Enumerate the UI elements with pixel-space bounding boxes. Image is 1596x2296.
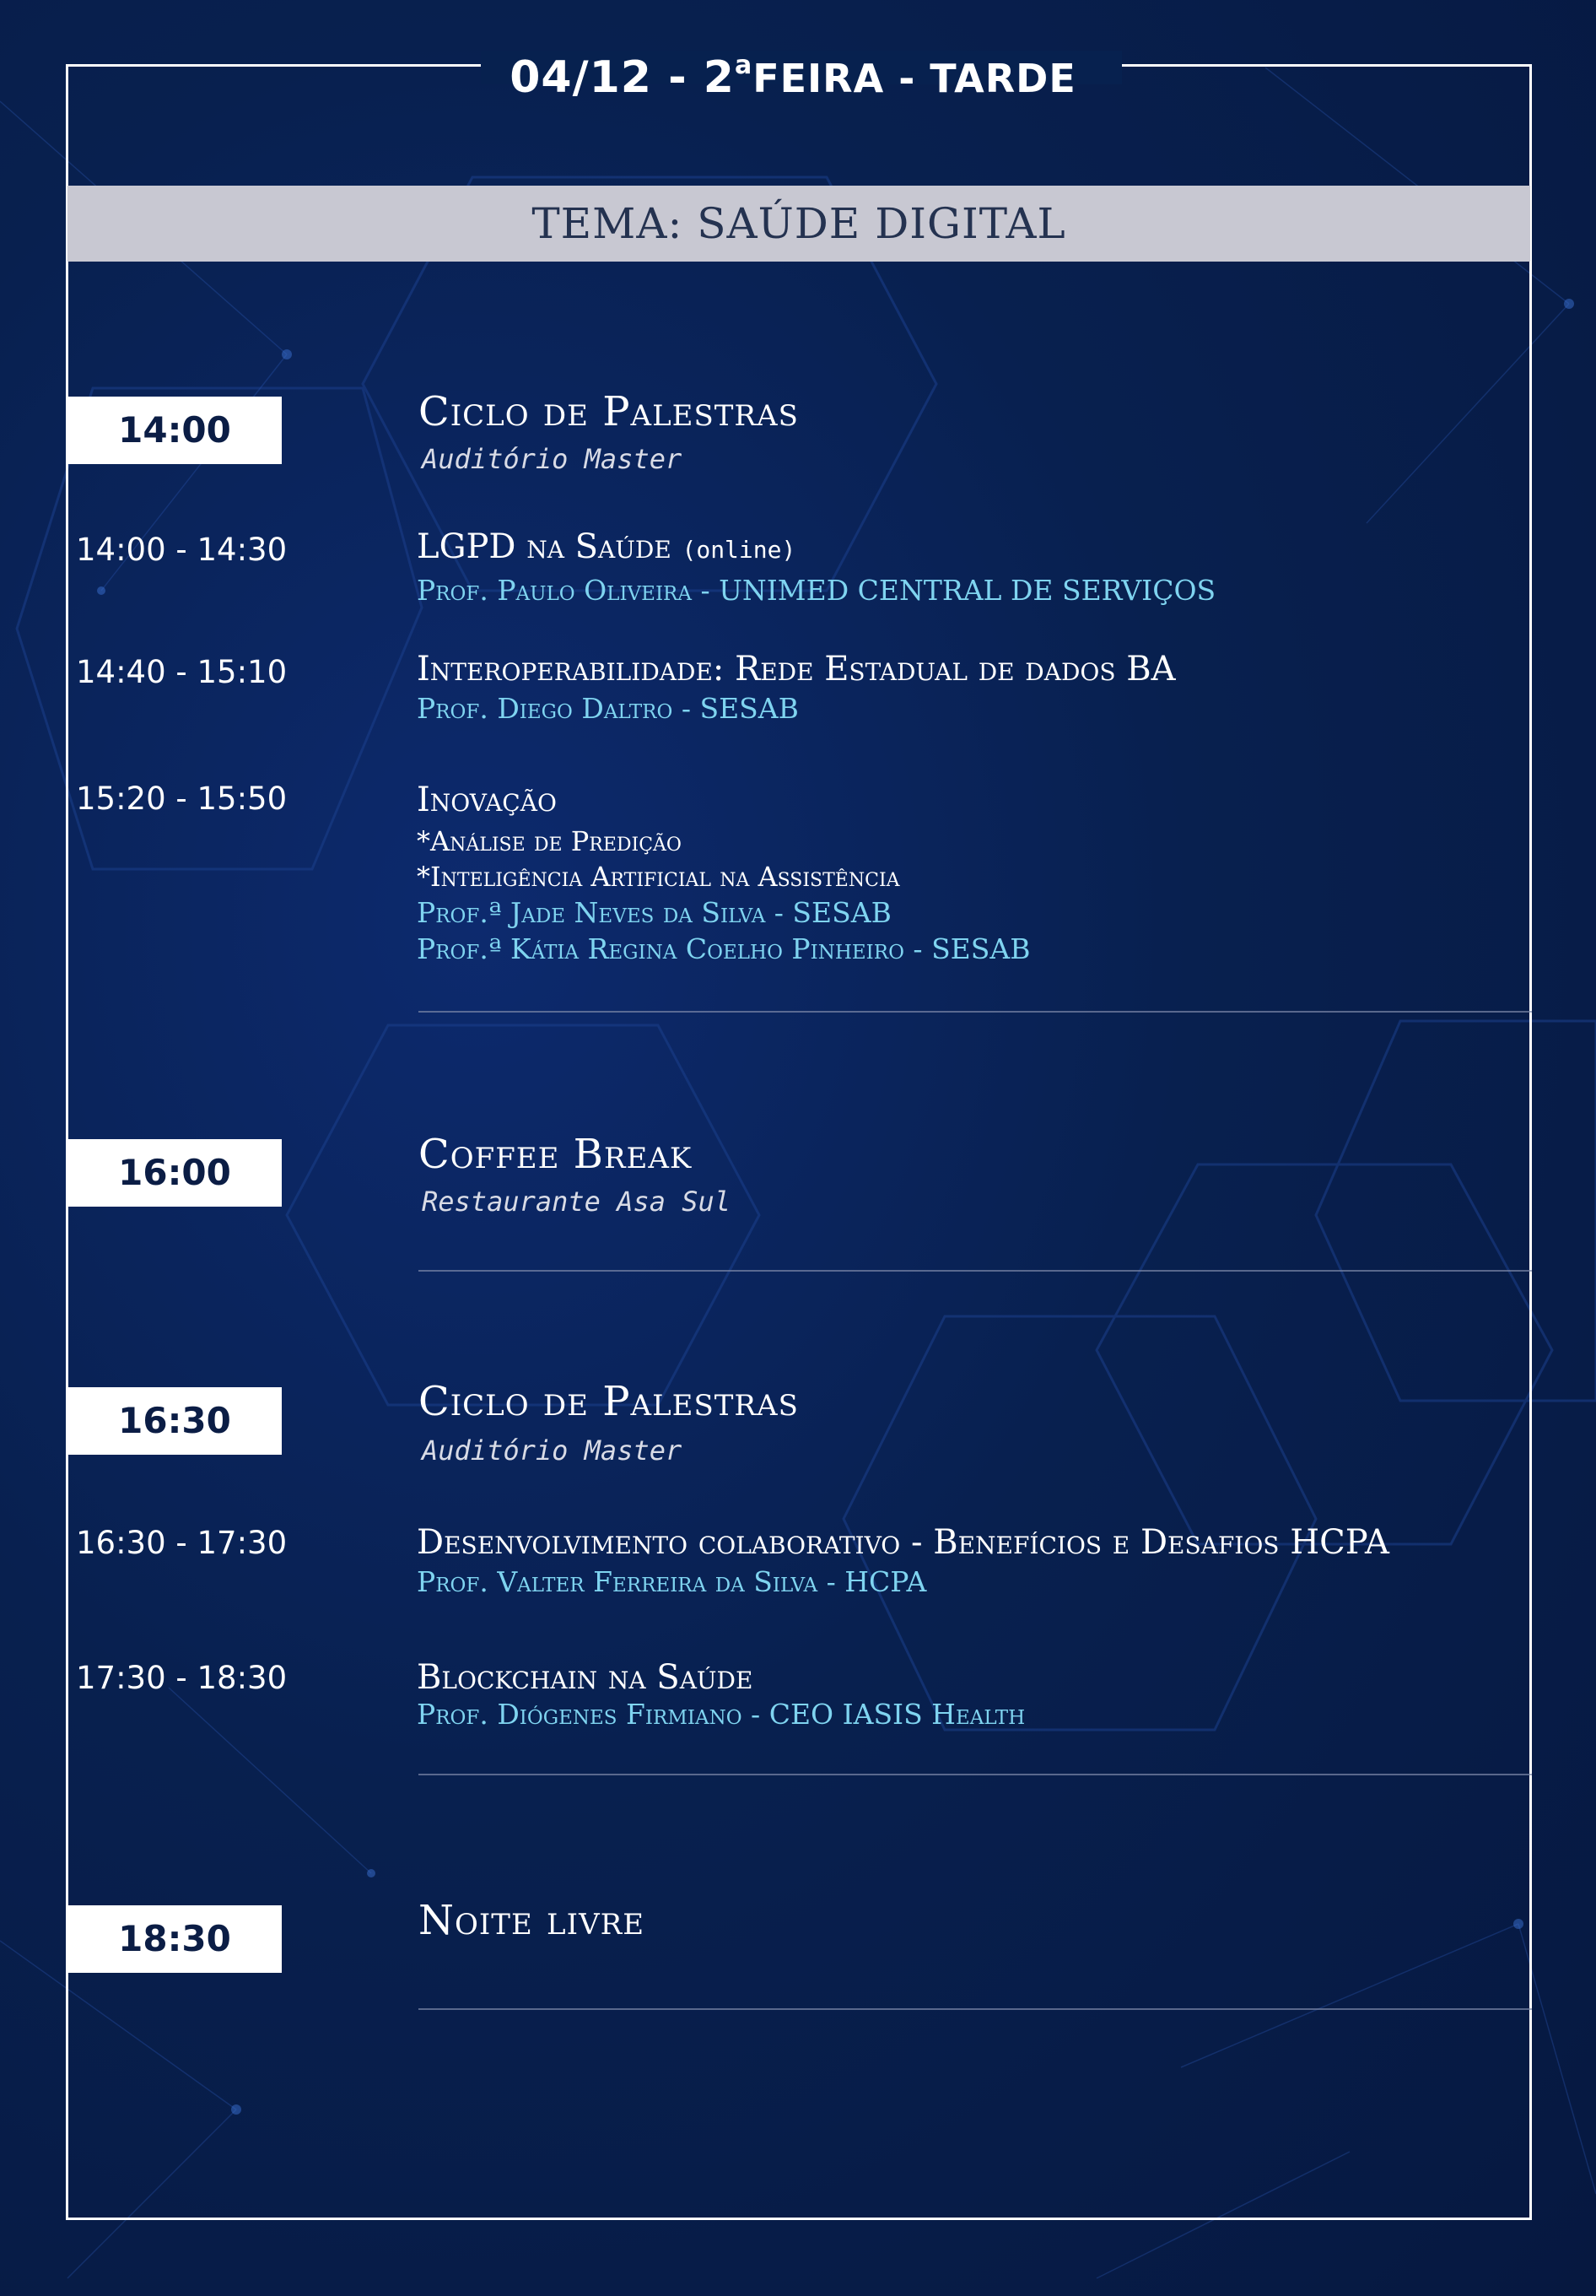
block-title-1: Ciclo de Palestras (418, 388, 799, 435)
talk-time: 16:30 - 17:30 (76, 1525, 288, 1561)
talk-title: Blockchain na Saúde (417, 1658, 753, 1697)
talk-title: Desenvolvimento colaborativo - Benefícios e Desafios HCPA (417, 1523, 1389, 1562)
page-title (472, 32, 1113, 103)
time-badge-1600: 16:00 (67, 1139, 282, 1207)
section-divider (418, 1774, 1532, 1775)
time-badge-1830: 18:30 (67, 1905, 282, 1973)
talk-item: *Inteligência Artificial na Assistência (417, 861, 900, 893)
talk-note: (online) (682, 536, 796, 564)
talk-title: Inovação (417, 781, 557, 819)
talk-speaker: Prof. Paulo Oliveira - UNIMED CENTRAL DE SERVIÇOS (417, 574, 1216, 607)
header-ordinal: a (734, 51, 753, 80)
time-badge-1400: 14:00 (67, 397, 282, 464)
block-title-2: Coffee Break (418, 1131, 693, 1178)
talk-title-text: LGPD na Saúde (417, 527, 671, 566)
talk-time: 17:30 - 18:30 (76, 1660, 288, 1696)
section-divider (418, 1011, 1532, 1013)
talk-title (417, 527, 795, 566)
talk-speaker: Prof. Diógenes Firmiano - CEO IASIS Health (417, 1698, 1026, 1731)
schedule-frame (66, 64, 1532, 2220)
talk-time: 14:40 - 15:10 (76, 654, 288, 690)
section-divider (418, 2008, 1532, 2010)
section-divider (418, 1270, 1532, 1272)
header-date: 04/12 - 2 (510, 52, 735, 103)
talk-title: Interoperabilidade: Rede Estadual de dados BA (417, 650, 1176, 689)
talk-time: 14:00 - 14:30 (76, 532, 288, 568)
talk-speaker: Prof.ª Jade Neves da Silva - SESAB (417, 896, 892, 929)
header-day: FEIRA - TARDE (752, 56, 1076, 101)
header-text (501, 32, 1085, 112)
block-title-4: Noite livre (418, 1897, 645, 1944)
block-location-1: Auditório Master (422, 443, 682, 475)
talk-speaker: Prof. Valter Ferreira da Silva - HCPA (417, 1565, 927, 1598)
block-location-2: Restaurante Asa Sul (422, 1186, 731, 1218)
theme-bar: TEMA: SAÚDE DIGITAL (67, 186, 1530, 262)
time-badge-1630: 16:30 (67, 1387, 282, 1455)
talk-item: *Análise de Predição (417, 825, 682, 857)
talk-time: 15:20 - 15:50 (76, 781, 288, 817)
block-title-3: Ciclo de Palestras (418, 1378, 799, 1425)
talk-speaker: Prof. Diego Daltro - SESAB (417, 692, 799, 725)
block-location-3: Auditório Master (422, 1434, 682, 1467)
talk-speaker: Prof.ª Kátia Regina Coelho Pinheiro - SESAB (417, 932, 1031, 965)
